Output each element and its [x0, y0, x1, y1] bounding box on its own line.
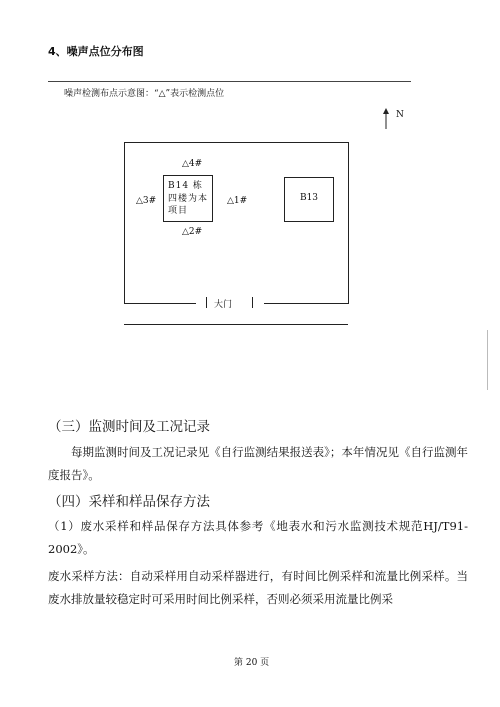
paragraph-monitoring-records: 每期监测时间及工况记录见《自行监测结果报送表》；本年情况见《自行监测年度报告》。: [48, 445, 468, 482]
monitoring-point-4: △4#: [182, 159, 203, 169]
north-label: N: [396, 110, 404, 120]
page-number: 第 20 页: [234, 658, 270, 668]
monitoring-point-2: △2#: [182, 227, 203, 237]
gate-post-left: [206, 297, 207, 308]
section-heading-monitoring-time: （三）监测时间及工况记录: [48, 419, 210, 435]
monitoring-point-3: △3#: [136, 196, 157, 206]
gate-post-right: [252, 297, 253, 308]
scan-edge-mark: [487, 330, 491, 390]
road-line: [124, 324, 348, 325]
paragraph-sampling-reference: （1）废水采样和样品保存方法具体参考《地表水和污水监测技术规范HJ/T91-2002》。: [48, 519, 468, 556]
building-b13-label: B13: [299, 193, 319, 203]
section-heading-sampling: （四）采样和样品保存方法: [48, 494, 210, 510]
site-boundary: [124, 142, 349, 304]
building-b14-label: B14 栋四楼为本项目: [168, 181, 209, 216]
building-b14: [163, 175, 213, 222]
paragraph-wastewater-sampling: 废水采样方法：自动采样用自动采样器进行，有时间比例采样和流量比例采样。当废水排放量较稳定时可采用时间比例采样，否则必须采用流量比例采: [48, 569, 468, 606]
diagram-caption: 噪声检测布点示意图：“△”表示检测点位: [64, 89, 225, 99]
building-b13: [284, 177, 334, 222]
section-title-noise-map: 4、噪声点位分布图: [48, 45, 144, 58]
gate-label: 大门: [212, 297, 234, 310]
monitoring-point-1: △1#: [227, 196, 248, 206]
divider-line: [48, 81, 411, 82]
